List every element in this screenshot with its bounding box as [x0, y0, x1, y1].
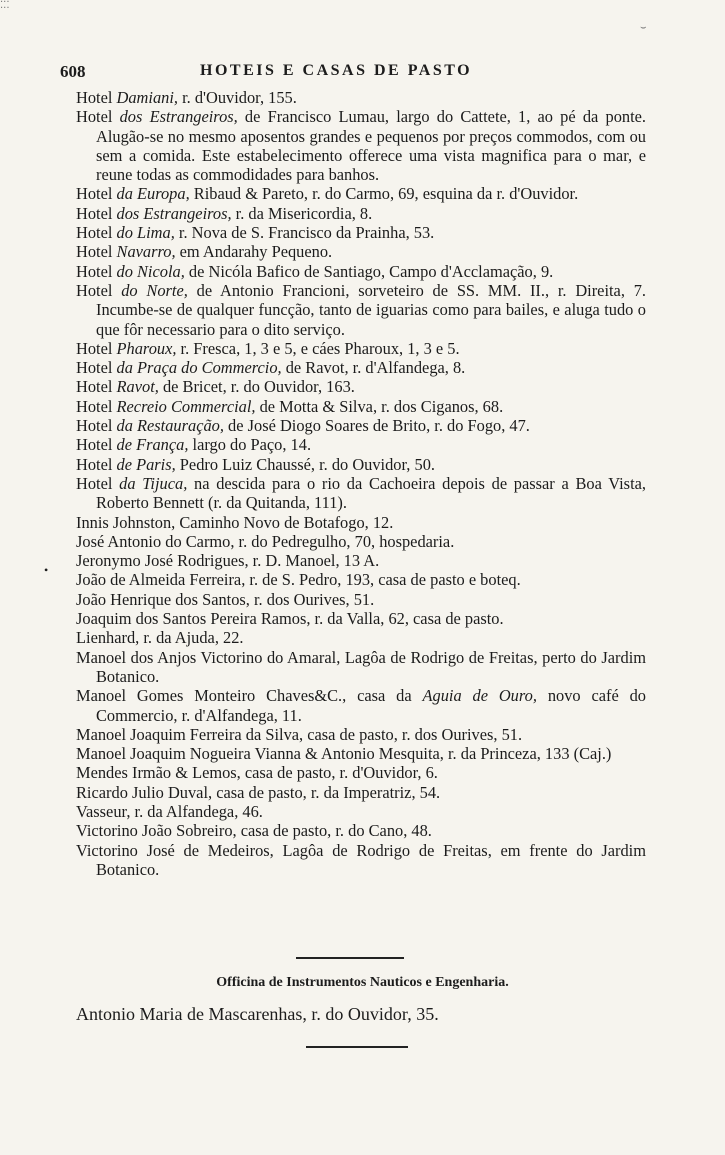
directory-entry: [76, 88, 646, 107]
entry-establishment-name: Recreio Commercial,: [116, 396, 256, 416]
margin-speck: ⁚⁚⁚: [0, 0, 10, 11]
entry-details: José Antonio do Carmo, r. do Pedregulho, 70, hospedaria.: [76, 531, 455, 551]
directory-entry: [76, 377, 646, 396]
entry-lead: Hotel: [76, 242, 117, 262]
entry-details: Manoel dos Anjos Victorino do Amaral, Lagôa de Rodrigo de Freitas, perto do Jardim Botanico.: [76, 647, 646, 686]
directory-entry: [76, 532, 646, 551]
entry-details: Vasseur, r. da Alfandega, 46.: [76, 801, 263, 821]
entry-details: de Francisco Lumau, largo do Cattete, 1, ao pé da ponte. Alugão-se no mesmo aposentos grandes e pequenos por preços commodos, com ou sem a comida. Este estabelecimento offerece uma vista magnifica para o mar, e reune todas as commodidades para banhos.: [96, 107, 647, 185]
entry-lead: Hotel: [76, 473, 120, 493]
entry-lead: Hotel: [76, 377, 117, 397]
section-title: Officina de Instrumentos Nauticos e Engenharia.: [216, 975, 509, 990]
entry-establishment-name: de França,: [116, 435, 189, 455]
directory-entry: [76, 551, 646, 570]
directory-entry: [76, 204, 646, 223]
entry-establishment-name: de Paris,: [116, 454, 176, 474]
entry-details: de José Diogo Soares de Brito, r. do Fogo, 47.: [223, 416, 530, 436]
entry-details: r. da Misericordia, 8.: [231, 203, 373, 223]
directory-entry: [76, 223, 646, 242]
entry-details: r. Nova de S. Francisco da Prainha, 53.: [174, 223, 435, 243]
entry-lead: Hotel: [76, 396, 117, 416]
directory-entry: [76, 648, 646, 687]
entry-details: Pedro Luiz Chaussé, r. do Ouvidor, 50.: [175, 454, 435, 474]
entry-establishment-name: Aguia de Ouro,: [422, 686, 537, 706]
entry-establishment-name: do Lima,: [116, 223, 175, 243]
directory-entry: [76, 590, 646, 609]
entry-details: Joaquim dos Santos Pereira Ramos, r. da Valla, 62, casa de pasto.: [76, 609, 504, 629]
entry-details: r. Fresca, 1, 3 e 5, e cáes Pharoux, 1, 3 e 5.: [176, 338, 460, 358]
directory-entry: [76, 802, 646, 821]
entry-details: de Nicóla Bafico de Santiago, Campo d'Acclamação, 9.: [184, 261, 554, 281]
entry-details: Mendes Irmão & Lemos, casa de pasto, r. d'Ouvidor, 6.: [76, 763, 438, 783]
entry-details: João de Almeida Ferreira, r. de S. Pedro, 193, casa de pasto e boteq.: [76, 570, 521, 590]
closing-divider: [306, 1046, 408, 1048]
entry-lead: Hotel: [76, 203, 117, 223]
entry-details: na descida para o rio da Cachoeira depois de passar a Boa Vista, Roberto Bennett (r. da Quitanda, 111).: [96, 473, 646, 513]
entry-establishment-name: da Restauração,: [116, 416, 224, 436]
entry-establishment-name: dos Estrangeiros,: [116, 203, 232, 223]
entry-lead: Hotel: [76, 454, 117, 474]
entry-lead: Hotel: [76, 435, 117, 455]
entry-lead: Hotel: [76, 358, 117, 378]
directory-entry: [76, 725, 646, 744]
entry-lead: Hotel: [76, 338, 117, 358]
directory-entries: [76, 88, 646, 879]
directory-entry: [76, 841, 646, 880]
entry-establishment-name: Damiani,: [116, 88, 178, 107]
entry-establishment-name: Pharoux,: [116, 338, 177, 358]
bullet-mark: •: [44, 563, 49, 577]
directory-entry: [76, 763, 646, 782]
directory-entry: [76, 262, 646, 281]
directory-entry: [76, 783, 646, 802]
directory-entry: [76, 821, 646, 840]
entry-details: João Henrique dos Santos, r. dos Ourives, 51.: [76, 589, 375, 609]
entry-details: Victorino José de Medeiros, Lagôa de Rodrigo de Freitas, em frente do Jardim Botanico.: [76, 840, 646, 879]
entry-establishment-name: do Norte,: [121, 280, 188, 300]
entry-establishment-name: dos Estrangeiros,: [119, 107, 238, 127]
entry-lead: Hotel: [76, 88, 117, 107]
entry-details: r. d'Ouvidor, 155.: [177, 88, 297, 107]
entry-establishment-name: Navarro,: [116, 242, 176, 262]
directory-entry: [76, 281, 646, 339]
entry-details: de Motta & Silva, r. dos Ciganos, 68.: [255, 396, 504, 416]
page-number: 608: [60, 62, 86, 81]
entry-establishment-name: da Tijuca,: [119, 473, 188, 493]
entry-lead: Hotel: [76, 416, 117, 436]
entry-details: de Bricet, r. do Ouvidor, 163.: [158, 377, 355, 397]
entry-lead: Hotel: [76, 280, 122, 300]
directory-entry: [76, 416, 646, 435]
entry-details: Manoel Joaquim Nogueira Vianna & Antonio Mesquita, r. da Princeza, 133 (Caj.): [76, 744, 612, 764]
directory-entry: [76, 628, 646, 647]
entry-details: de Antonio Francioni, sorveteiro de SS. MM. II., r. Direita, 7. Incumbe-se de qualquer funcção, tanto de iguarias como para bailes, e aluga tudo o que fôr necessario para o dito serviço.: [96, 280, 647, 339]
directory-entry: [76, 570, 646, 589]
section-entry: Antonio Maria de Mascarenhas, r. do Ouvidor, 35.: [76, 1004, 439, 1024]
directory-entry: [76, 435, 646, 454]
margin-speck: ⌣: [640, 22, 647, 33]
directory-entry: [76, 397, 646, 416]
entry-details: Jeronymo José Rodrigues, r. D. Manoel, 13 A.: [76, 551, 380, 571]
directory-entry: [76, 339, 646, 358]
entry-details: Victorino João Sobreiro, casa de pasto, r. do Cano, 48.: [76, 821, 432, 841]
directory-entry: [76, 474, 646, 513]
directory-entry: [76, 242, 646, 261]
entry-lead: Hotel: [76, 261, 117, 281]
entry-establishment-name: Ravot,: [116, 377, 159, 397]
entry-details: em Andarahy Pequeno.: [175, 242, 333, 262]
directory-entry: [76, 609, 646, 628]
entry-details: Manoel Joaquim Ferreira da Silva, casa de pasto, r. dos Ourives, 51.: [76, 724, 523, 744]
entry-details: Ricardo Julio Duval, casa de pasto, r. da Imperatriz, 54.: [76, 782, 441, 802]
directory-entry: [76, 184, 646, 203]
directory-entry: [76, 513, 646, 532]
entry-lead: Hotel: [76, 184, 117, 204]
directory-entry: [76, 744, 646, 763]
entry-lead: Hotel: [76, 223, 117, 243]
directory-entry: [76, 358, 646, 377]
entry-details: de Ravot, r. d'Alfandega, 8.: [281, 358, 466, 378]
entry-details: novo café do Commercio, r. d'Alfandega, 11.: [96, 686, 646, 725]
running-title: HOTEIS E CASAS DE PASTO: [200, 62, 473, 79]
entry-establishment-name: da Europa,: [116, 184, 190, 204]
section-divider: [296, 957, 404, 959]
entry-details: largo do Paço, 14.: [188, 435, 312, 455]
entry-lead: Hotel: [76, 107, 120, 127]
entry-details: Lienhard, r. da Ajuda, 22.: [76, 628, 244, 648]
entry-details: Innis Johnston, Caminho Novo de Botafogo, 12.: [76, 512, 394, 532]
entry-details: Ribaud & Pareto, r. do Carmo, 69, esquina da r. d'Ouvidor.: [189, 184, 579, 204]
page-header: [60, 62, 660, 86]
entry-lead: Manoel Gomes Monteiro Chaves&C., casa da: [76, 686, 423, 706]
directory-entry: [76, 455, 646, 474]
entry-establishment-name: da Praça do Commercio,: [116, 358, 282, 378]
entry-establishment-name: do Nicola,: [116, 261, 185, 281]
directory-entry: [76, 686, 646, 725]
directory-entry: [76, 107, 646, 184]
